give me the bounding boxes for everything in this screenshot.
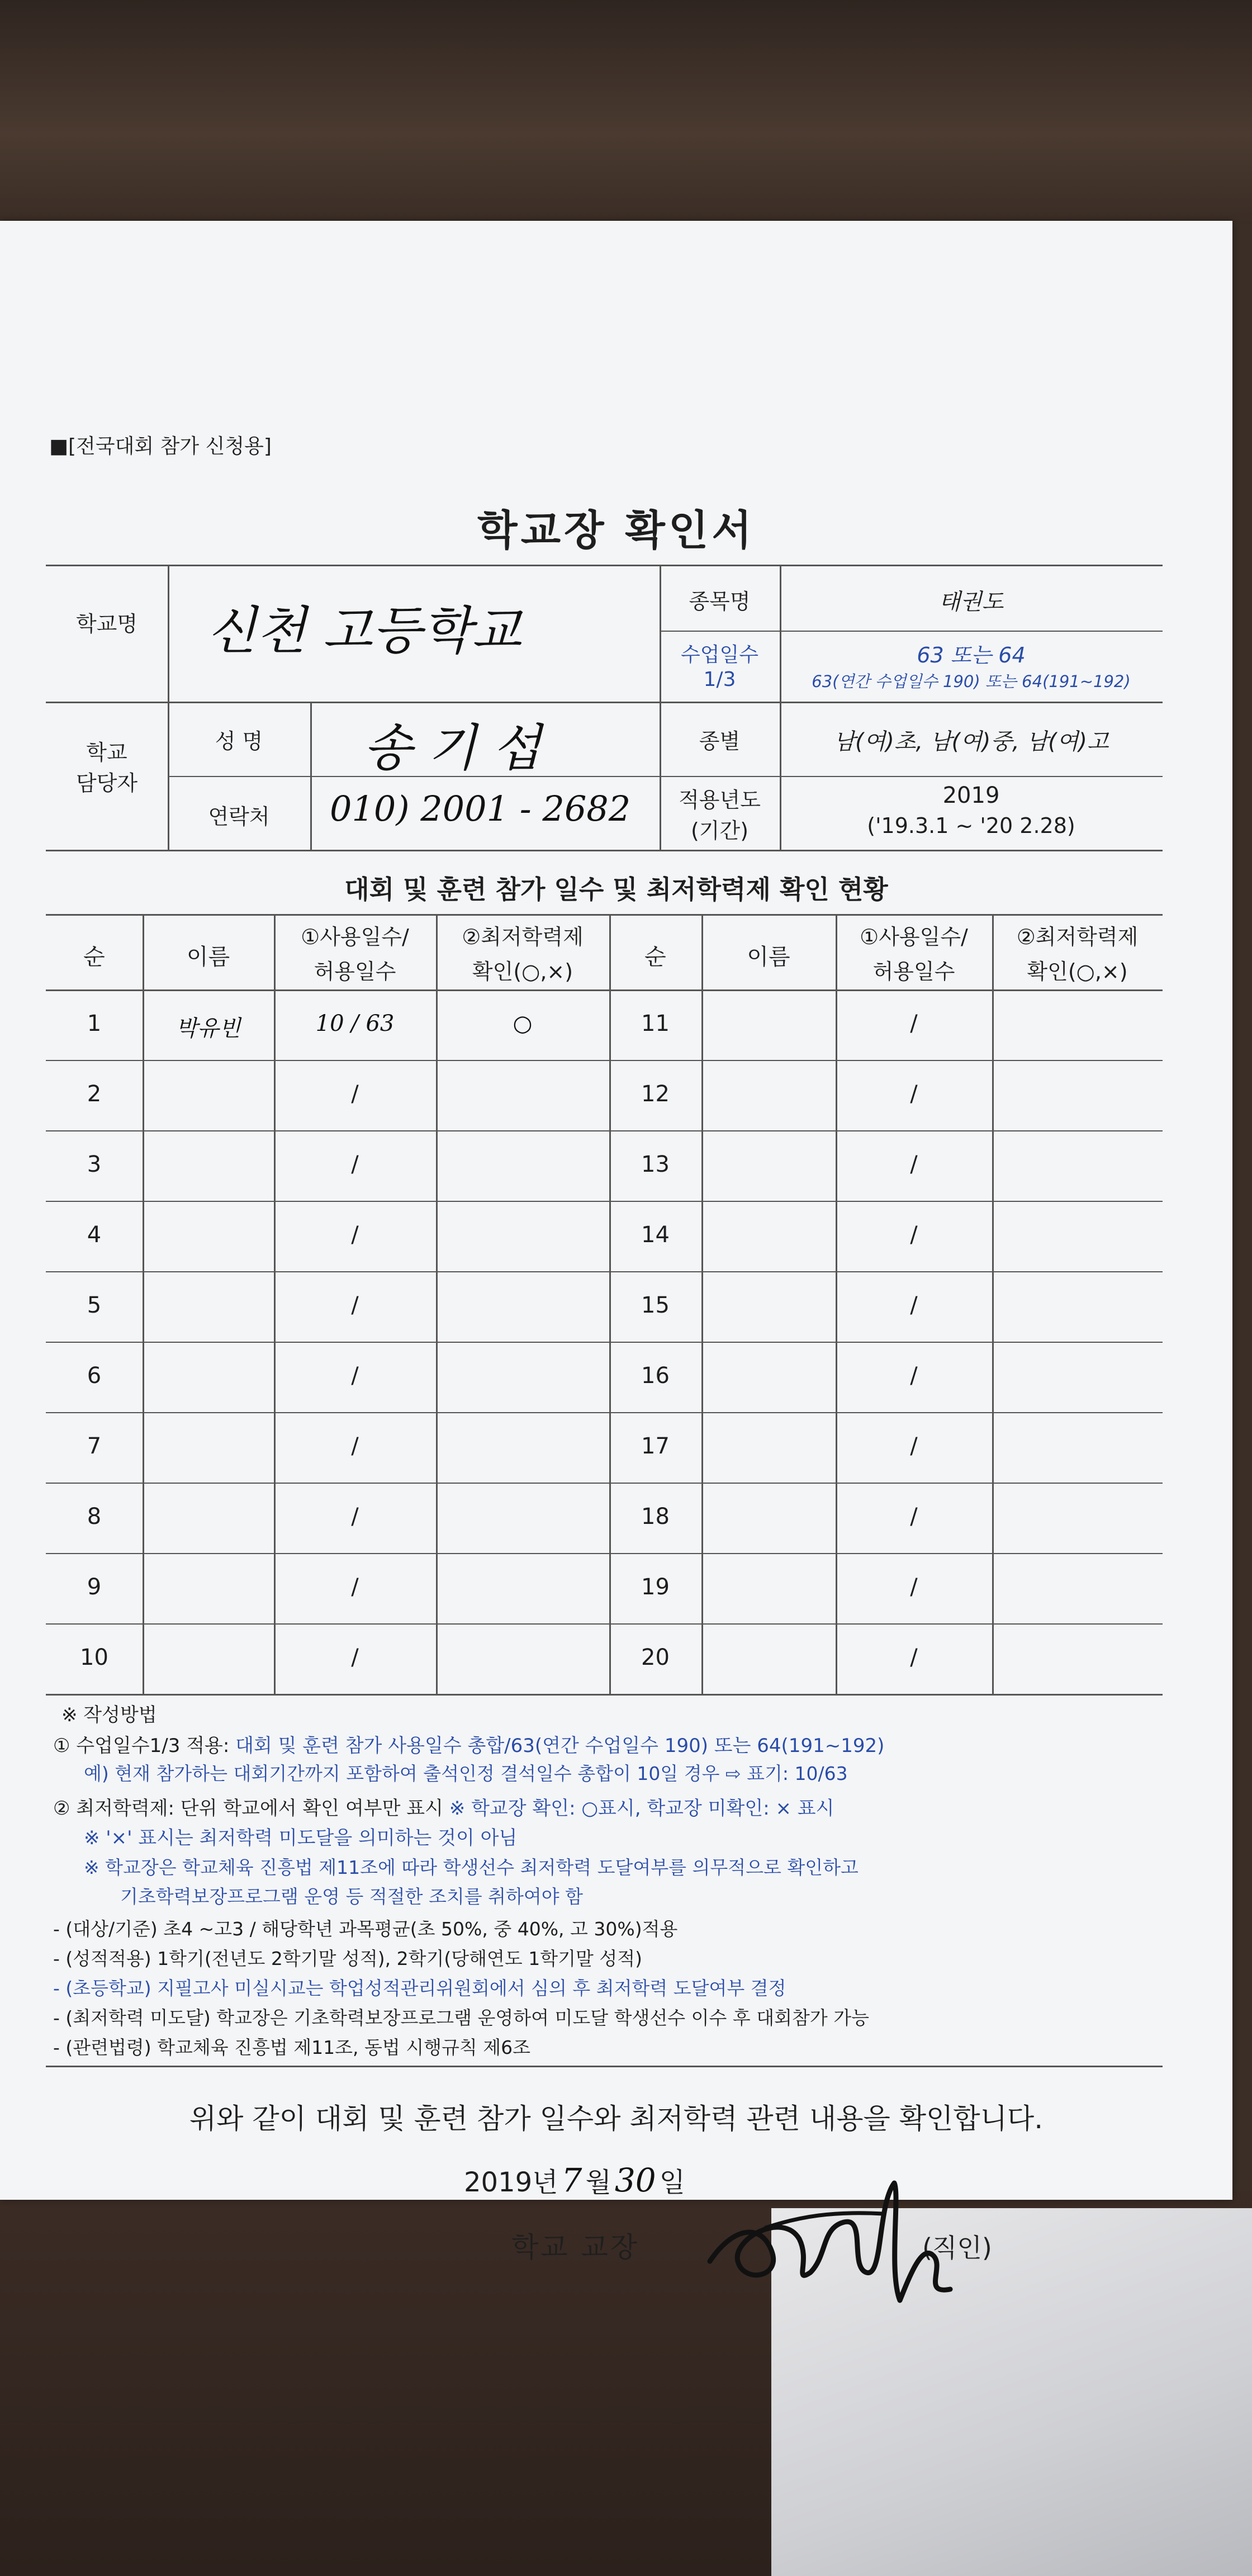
year-value-1: 2019 [942, 783, 1000, 808]
class-days-value-2: 63(연간 수업일수 190) 또는 64(191~192) [812, 672, 1131, 691]
principal-signature [699, 2161, 956, 2317]
col-check-left-2: 확인(○,×) [472, 959, 573, 984]
note-8: - (초등학교) 지필고사 미실시교는 학업성적관리위원회에서 심의 후 최저학력 도달여부 결정 [53, 1977, 786, 1999]
row-no: 3 [87, 1152, 102, 1177]
teacher-name-label: 성 명 [215, 729, 263, 754]
note-5: 기초학력보장프로그램 운영 등 적절한 조치를 취하여야 함 [120, 1886, 584, 1907]
teacher-label-1: 학교 [86, 740, 127, 765]
class-days-label-1: 수업일수 [680, 643, 759, 666]
row-days: / [910, 1292, 918, 1318]
col-days-left-1: ①사용일수/ [301, 925, 409, 949]
class-days-value-1: 63 또는 64 [917, 643, 1026, 667]
col-check-right-1: ②최저학력제 [1016, 925, 1139, 949]
row-days: / [351, 1222, 359, 1248]
row-no: 5 [87, 1292, 102, 1318]
note-10: - (관련법령) 학교체육 진흥법 제11조, 동법 시행규칙 제6조 [53, 2037, 530, 2058]
row-no: 1 [87, 1011, 102, 1036]
date-month: 7 [561, 2161, 582, 2199]
row-days: / [910, 1433, 918, 1459]
note-4: ※ 학교장은 학교체육 진흥법 제11조에 따라 학생선수 최저학력 도달여부를 의무적으로 확인하고 [84, 1857, 859, 1878]
teacher-contact-label: 연락처 [208, 804, 270, 829]
row-days: / [351, 1433, 359, 1459]
row-no: 4 [87, 1222, 102, 1248]
date-day: 30 [614, 2161, 656, 2199]
row-no: 11 [641, 1011, 670, 1036]
form-tag: ■[전국대회 참가 신청용] [49, 435, 272, 458]
row-no: 7 [87, 1433, 102, 1459]
confirmation-text: 위와 같이 대회 및 훈련 참가 일수와 최저학력 관련 내용을 확인합니다. [189, 2103, 1044, 2135]
principal-label: 학교 교장 [511, 2231, 640, 2264]
seal-label: (직인) [922, 2233, 992, 2263]
row-name: 박유빈 [176, 1016, 241, 1041]
document-page [0, 221, 1232, 2264]
gender-value: 남(여)초, 남(여)중, 남(여)고 [833, 729, 1109, 755]
col-no-left: 순 [83, 944, 105, 970]
row-no: 18 [641, 1504, 670, 1530]
school-name-value: 신천 고등학교 [207, 601, 521, 661]
year-label-2: (기간) [690, 818, 749, 843]
row-no: 10 [80, 1645, 108, 1670]
col-days-left-2: 허용일수 [314, 959, 396, 984]
row-days: / [351, 1081, 359, 1107]
year-label-1: 적용년도 [679, 788, 761, 812]
row-days: / [351, 1292, 359, 1318]
row-days: / [910, 1222, 918, 1248]
background-desk-top [0, 0, 1252, 224]
sport-label: 종목명 [689, 589, 751, 614]
note-1-line-1: ① 수업일수1/3 적용: 대회 및 훈련 참가 사용일수 총합/63(연간 수업일수 190) 또는 64(191~192) [53, 1735, 885, 1757]
gender-label: 종별 [699, 729, 741, 754]
row-no: 16 [641, 1363, 670, 1389]
section-title: 대회 및 훈련 참가 일수 및 최저학력제 확인 현황 [344, 874, 888, 905]
row-no: 12 [641, 1081, 670, 1107]
row-days: / [351, 1574, 359, 1600]
row-no: 17 [641, 1433, 670, 1459]
year-value-2: ('19.3.1 ~ '20 2.28) [867, 813, 1075, 838]
col-check-right-2: 확인(○,×) [1027, 959, 1128, 984]
row-no: 19 [641, 1574, 670, 1600]
date-line: 2019년 7 월 30 일 [464, 2161, 685, 2199]
col-no-right: 순 [644, 944, 666, 970]
row-no: 15 [641, 1292, 670, 1318]
sport-value: 태권도 [938, 589, 1004, 615]
teacher-name-value: 송 기 섭 [363, 719, 542, 778]
row-days: / [351, 1152, 359, 1177]
row-no: 14 [641, 1222, 670, 1248]
row-days: 10 / 63 [315, 1011, 395, 1036]
teacher-contact-value: 010) 2001 - 2682 [330, 788, 631, 829]
note-2: ② 최저학력제: 단위 학교에서 확인 여부만 표시 ※ 학교장 확인: ○표시, 학교장 미확인: × 표시 [53, 1797, 834, 1820]
page-title: 학교장 확인서 [477, 506, 755, 555]
row-days: / [351, 1645, 359, 1670]
school-name-label: 학교명 [75, 612, 138, 636]
row-days: / [910, 1152, 918, 1177]
row-no: 9 [87, 1574, 102, 1600]
col-check-left-1: ②최저학력제 [462, 925, 584, 949]
note-9: - (최저학력 미도달) 학교장은 기초학력보장프로그램 운영하여 미도달 학생선수 이수 후 대회참가 가능 [53, 2007, 870, 2029]
col-days-right-1: ①사용일수/ [860, 925, 968, 949]
row-check: ○ [513, 1011, 533, 1036]
date-year: 2019년 [464, 2167, 558, 2198]
row-no: 13 [641, 1152, 670, 1177]
row-days: / [910, 1081, 918, 1107]
row-days: / [910, 1574, 918, 1600]
teacher-label-2: 담당자 [75, 771, 138, 795]
row-days: / [910, 1363, 918, 1389]
col-name-left: 이름 [186, 944, 230, 970]
row-days: / [910, 1504, 918, 1530]
col-name-right: 이름 [747, 944, 790, 970]
row-days: / [351, 1504, 359, 1530]
note-6: - (대상/기준) 초4 ~고3 / 해당학년 과목평균(초 50%, 중 40%, 고 30%)적용 [53, 1918, 678, 1940]
row-no: 8 [87, 1504, 102, 1530]
col-days-right-2: 허용일수 [872, 959, 955, 984]
note-1-line-2: 예) 현재 참가하는 대회기간까지 포함하여 출석인정 결석일수 총합이 10일 경우 ⇨ 표기: 10/63 [84, 1763, 848, 1784]
note-3: ※ '×' 표시는 최저학력 미도달을 의미하는 것이 아님 [84, 1827, 518, 1849]
note-7: - (성적적용) 1학기(전년도 2학기말 성적), 2학기(당해연도 1학기말 성적) [53, 1948, 643, 1969]
row-no: 20 [641, 1645, 670, 1670]
row-no: 6 [87, 1363, 102, 1389]
notes-heading: ※ 작성방법 [61, 1704, 157, 1726]
row-days: / [910, 1645, 918, 1670]
row-days: / [910, 1011, 918, 1036]
row-days: / [351, 1363, 359, 1389]
class-days-label-2: 1/3 [703, 668, 736, 691]
row-no: 2 [87, 1081, 102, 1107]
